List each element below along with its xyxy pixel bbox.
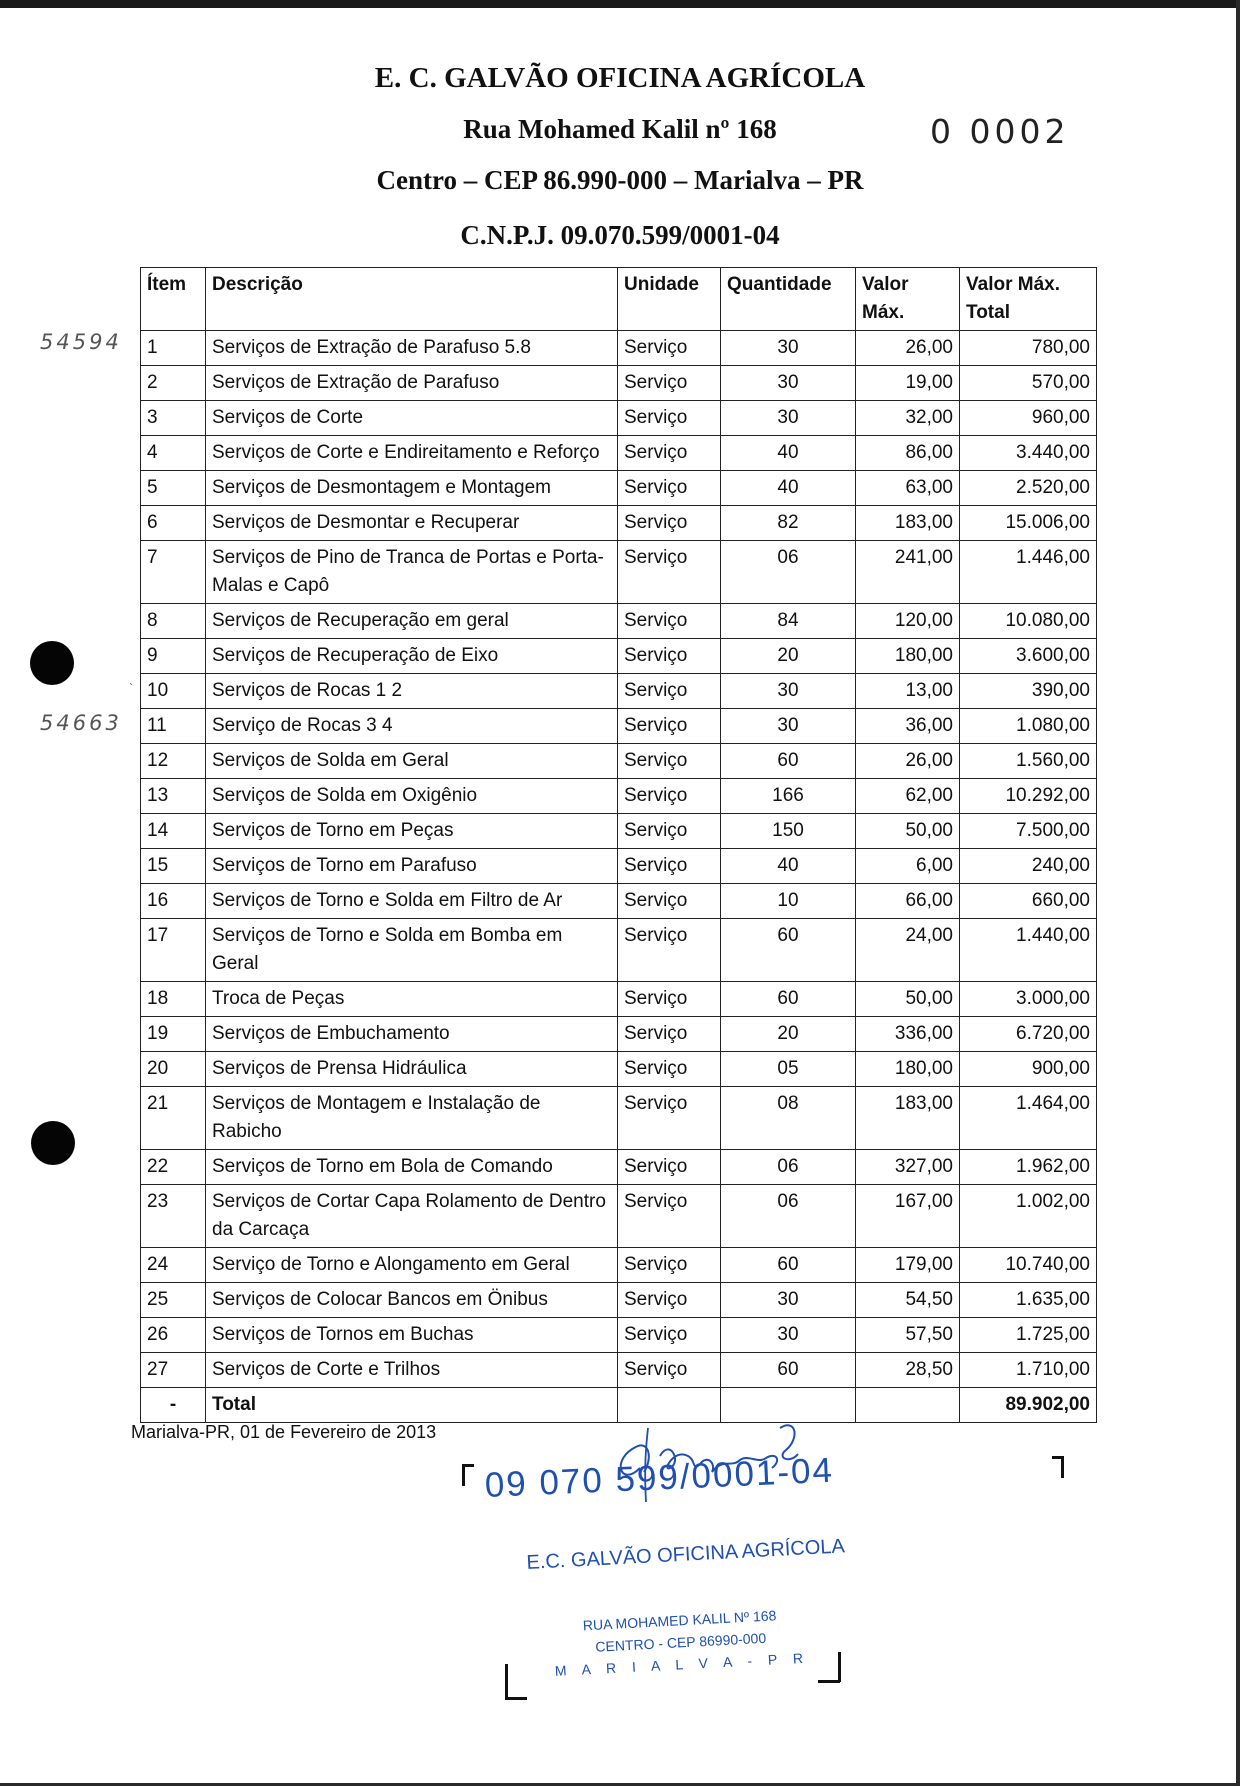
table-row xyxy=(141,884,1097,919)
table-row xyxy=(141,436,1097,471)
punch-hole xyxy=(31,1121,75,1165)
row-item-number: 17 xyxy=(141,919,206,982)
row-max-total: 15.006,00 xyxy=(960,506,1097,541)
row-description: Serviços de Torno e Solda em Bomba em Geral xyxy=(206,919,618,982)
row-description: Serviços de Corte e Trilhos xyxy=(206,1353,618,1388)
row-max-value: 57,50 xyxy=(856,1318,960,1353)
row-item-number: 13 xyxy=(141,779,206,814)
punch-hole xyxy=(30,641,74,685)
row-item-number: 4 xyxy=(141,436,206,471)
row-quantity: 166 xyxy=(721,779,856,814)
row-quantity: 60 xyxy=(721,1353,856,1388)
row-max-total: 3.000,00 xyxy=(960,982,1097,1017)
row-unit: Serviço xyxy=(618,506,721,541)
total-amount: 89.902,00 xyxy=(960,1388,1097,1423)
table-row xyxy=(141,366,1097,401)
row-quantity: 10 xyxy=(721,884,856,919)
table-row xyxy=(141,1353,1097,1388)
row-item-number: 25 xyxy=(141,1283,206,1318)
stamp-bracket-top-left-h xyxy=(462,1464,474,1467)
row-description: Serviços de Torno e Solda em Filtro de Ar xyxy=(206,884,618,919)
row-quantity: 40 xyxy=(721,436,856,471)
row-max-value: 24,00 xyxy=(856,919,960,982)
row-max-value: 26,00 xyxy=(856,331,960,366)
row-quantity: 60 xyxy=(721,744,856,779)
row-description: Serviços de Pino de Tranca de Portas e Porta-Malas e Capô xyxy=(206,541,618,604)
row-item-number: 6 xyxy=(141,506,206,541)
row-max-total: 1.446,00 xyxy=(960,541,1097,604)
row-description: Serviço de Torno e Alongamento em Geral xyxy=(206,1248,618,1283)
row-description: Serviços de Desmontar e Recuperar xyxy=(206,506,618,541)
header-max-value-line1: Valor xyxy=(862,274,909,295)
row-unit: Serviço xyxy=(618,639,721,674)
row-item-number: 1 xyxy=(141,331,206,366)
table-row xyxy=(141,604,1097,639)
row-item-number: 12 xyxy=(141,744,206,779)
table-row xyxy=(141,709,1097,744)
table-row xyxy=(141,1318,1097,1353)
row-quantity: 30 xyxy=(721,331,856,366)
row-description: Serviços de Torno em Bola de Comando xyxy=(206,1150,618,1185)
table-row xyxy=(141,639,1097,674)
row-max-total: 1.725,00 xyxy=(960,1318,1097,1353)
row-quantity: 06 xyxy=(721,1150,856,1185)
stamp-city: M A R I A L V A - P R xyxy=(554,1649,810,1679)
row-description: Serviços de Extração de Parafuso xyxy=(206,366,618,401)
row-item-number: 26 xyxy=(141,1318,206,1353)
services-table xyxy=(140,267,1097,1423)
row-quantity: 84 xyxy=(721,604,856,639)
row-description: Serviços de Tornos em Buchas xyxy=(206,1318,618,1353)
row-item-number: 24 xyxy=(141,1248,206,1283)
row-quantity: 82 xyxy=(721,506,856,541)
row-description: Serviços de Prensa Hidráulica xyxy=(206,1052,618,1087)
row-max-total: 6.720,00 xyxy=(960,1017,1097,1052)
row-quantity: 40 xyxy=(721,471,856,506)
row-max-value: 183,00 xyxy=(856,1087,960,1150)
row-description: Serviços de Torno em Parafuso xyxy=(206,849,618,884)
row-max-total: 660,00 xyxy=(960,884,1097,919)
row-unit: Serviço xyxy=(618,884,721,919)
scan-edge-top xyxy=(0,0,1240,8)
row-item-number: 14 xyxy=(141,814,206,849)
table-body xyxy=(141,331,1097,1388)
row-description: Serviços de Colocar Bancos em Önibus xyxy=(206,1283,618,1318)
row-max-total: 900,00 xyxy=(960,1052,1097,1087)
row-unit: Serviço xyxy=(618,744,721,779)
row-description: Serviços de Embuchamento xyxy=(206,1017,618,1052)
row-max-value: 183,00 xyxy=(856,506,960,541)
row-item-number: 3 xyxy=(141,401,206,436)
table-row xyxy=(141,1017,1097,1052)
row-max-value: 28,50 xyxy=(856,1353,960,1388)
header-item: Ítem xyxy=(141,268,206,331)
row-max-value: 54,50 xyxy=(856,1283,960,1318)
row-max-value: 62,00 xyxy=(856,779,960,814)
row-description: Serviços de Recuperação em geral xyxy=(206,604,618,639)
row-quantity: 60 xyxy=(721,1248,856,1283)
row-quantity: 05 xyxy=(721,1052,856,1087)
row-quantity: 30 xyxy=(721,1318,856,1353)
row-quantity: 150 xyxy=(721,814,856,849)
row-quantity: 30 xyxy=(721,709,856,744)
row-quantity: 30 xyxy=(721,366,856,401)
row-item-number: 19 xyxy=(141,1017,206,1052)
row-max-value: 180,00 xyxy=(856,1052,960,1087)
row-max-value: 6,00 xyxy=(856,849,960,884)
stamp-bracket-bottom-left-h xyxy=(505,1697,527,1700)
header-max-total-line2: Total xyxy=(966,302,1010,323)
row-item-number: 20 xyxy=(141,1052,206,1087)
row-description: Serviços de Solda em Geral xyxy=(206,744,618,779)
row-max-total: 390,00 xyxy=(960,674,1097,709)
row-max-total: 10.080,00 xyxy=(960,604,1097,639)
row-quantity: 30 xyxy=(721,1283,856,1318)
table-row xyxy=(141,471,1097,506)
stamp-company-name: E.C. GALVÃO OFICINA AGRÍCOLA xyxy=(526,1535,846,1574)
row-item-number: 11 xyxy=(141,709,206,744)
row-max-total: 570,00 xyxy=(960,366,1097,401)
company-cnpj: C.N.P.J. 09.070.599/0001-04 xyxy=(460,220,780,250)
row-max-value: 26,00 xyxy=(856,744,960,779)
total-value-empty xyxy=(856,1388,960,1423)
row-item-number: 16 xyxy=(141,884,206,919)
row-max-total: 3.440,00 xyxy=(960,436,1097,471)
row-description: Serviços de Montagem e Instalação de Rabicho xyxy=(206,1087,618,1150)
row-max-total: 1.440,00 xyxy=(960,919,1097,982)
row-max-total: 1.962,00 xyxy=(960,1150,1097,1185)
row-max-total: 3.600,00 xyxy=(960,639,1097,674)
row-description: Troca de Peças xyxy=(206,982,618,1017)
row-max-value: 50,00 xyxy=(856,982,960,1017)
company-city: Centro – CEP 86.990-000 – Marialva – PR xyxy=(376,165,864,195)
row-unit: Serviço xyxy=(618,541,721,604)
stamp-cep: CENTRO - CEP 86990-000 xyxy=(594,1629,767,1655)
row-unit: Serviço xyxy=(618,1185,721,1248)
margin-note: 54594 xyxy=(40,330,122,354)
row-quantity: 40 xyxy=(721,849,856,884)
row-unit: Serviço xyxy=(618,1248,721,1283)
row-unit: Serviço xyxy=(618,436,721,471)
stamp-bracket-top-left xyxy=(462,1464,465,1486)
table-row xyxy=(141,1052,1097,1087)
row-unit: Serviço xyxy=(618,982,721,1017)
row-description: Serviços de Solda em Oxigênio xyxy=(206,779,618,814)
row-max-value: 63,00 xyxy=(856,471,960,506)
row-description: Serviço de Rocas 3 4 xyxy=(206,709,618,744)
row-unit: Serviço xyxy=(618,1017,721,1052)
row-item-number: 9 xyxy=(141,639,206,674)
row-unit: Serviço xyxy=(618,1318,721,1353)
row-unit: Serviço xyxy=(618,604,721,639)
row-quantity: 30 xyxy=(721,674,856,709)
table-row xyxy=(141,541,1097,604)
row-quantity: 60 xyxy=(721,919,856,982)
row-unit: Serviço xyxy=(618,1052,721,1087)
company-street: Rua Mohamed Kalil nº 168 xyxy=(463,114,777,144)
row-quantity: 20 xyxy=(721,639,856,674)
total-label: Total xyxy=(206,1388,618,1423)
table-row xyxy=(141,401,1097,436)
row-item-number: 15 xyxy=(141,849,206,884)
row-quantity: 20 xyxy=(721,1017,856,1052)
row-item-number: 10 xyxy=(141,674,206,709)
stamp-bracket-bottom-right xyxy=(838,1652,841,1682)
header-max-value xyxy=(856,268,960,331)
row-unit: Serviço xyxy=(618,1283,721,1318)
table-row xyxy=(141,919,1097,982)
header-description: Descrição xyxy=(206,268,618,331)
row-max-total: 2.520,00 xyxy=(960,471,1097,506)
row-max-value: 180,00 xyxy=(856,639,960,674)
total-item: - xyxy=(141,1388,206,1423)
row-item-number: 27 xyxy=(141,1353,206,1388)
row-max-value: 120,00 xyxy=(856,604,960,639)
row-item-number: 7 xyxy=(141,541,206,604)
row-description: Serviços de Rocas 1 2 xyxy=(206,674,618,709)
stamp-bracket-bottom-right-h xyxy=(818,1680,840,1683)
header-quantity: Quantidade xyxy=(721,268,856,331)
header-max-total-line1: Valor Máx. xyxy=(966,274,1060,295)
table-row xyxy=(141,674,1097,709)
row-unit: Serviço xyxy=(618,1087,721,1150)
row-max-total: 1.560,00 xyxy=(960,744,1097,779)
row-description: Serviços de Cortar Capa Rolamento de Dentro da Carcaça xyxy=(206,1185,618,1248)
stamp-address-block xyxy=(552,1603,810,1682)
row-max-total: 7.500,00 xyxy=(960,814,1097,849)
row-max-total: 1.080,00 xyxy=(960,709,1097,744)
row-item-number: 5 xyxy=(141,471,206,506)
row-unit: Serviço xyxy=(618,1150,721,1185)
row-max-total: 1.710,00 xyxy=(960,1353,1097,1388)
row-item-number: 23 xyxy=(141,1185,206,1248)
table-header-row xyxy=(141,268,1097,331)
table-row xyxy=(141,779,1097,814)
row-description: Serviços de Recuperação de Eixo xyxy=(206,639,618,674)
row-unit: Serviço xyxy=(618,709,721,744)
row-description: Serviços de Desmontagem e Montagem xyxy=(206,471,618,506)
table-row xyxy=(141,1087,1097,1150)
row-quantity: 60 xyxy=(721,982,856,1017)
row-max-value: 167,00 xyxy=(856,1185,960,1248)
stamp-bracket-top-right xyxy=(1061,1456,1064,1478)
row-unit: Serviço xyxy=(618,849,721,884)
stamp-cnpj: 09 070 599/0001-04 xyxy=(484,1450,835,1505)
row-max-total: 1.464,00 xyxy=(960,1087,1097,1150)
row-unit: Serviço xyxy=(618,471,721,506)
row-quantity: 06 xyxy=(721,541,856,604)
row-max-total: 1.002,00 xyxy=(960,1185,1097,1248)
row-unit: Serviço xyxy=(618,814,721,849)
row-max-total: 780,00 xyxy=(960,331,1097,366)
row-description: Serviços de Extração de Parafuso 5.8 xyxy=(206,331,618,366)
page-number: 0 0002 xyxy=(930,112,1070,151)
row-unit: Serviço xyxy=(618,779,721,814)
stamp-bracket-bottom-left xyxy=(505,1664,508,1700)
row-unit: Serviço xyxy=(618,331,721,366)
row-max-total: 1.635,00 xyxy=(960,1283,1097,1318)
row-max-value: 327,00 xyxy=(856,1150,960,1185)
table-row xyxy=(141,1248,1097,1283)
row-max-value: 32,00 xyxy=(856,401,960,436)
row-unit: Serviço xyxy=(618,919,721,982)
table-row xyxy=(141,331,1097,366)
company-name: E. C. GALVÃO OFICINA AGRÍCOLA xyxy=(374,62,866,94)
row-max-value: 179,00 xyxy=(856,1248,960,1283)
table-row xyxy=(141,1283,1097,1318)
row-unit: Serviço xyxy=(618,674,721,709)
row-quantity: 08 xyxy=(721,1087,856,1150)
header-max-total xyxy=(960,268,1097,331)
stamp-bracket-top-right-h xyxy=(1052,1456,1064,1459)
row-item-number: 8 xyxy=(141,604,206,639)
table-row xyxy=(141,1150,1097,1185)
row-quantity: 30 xyxy=(721,401,856,436)
row-item-number: 2 xyxy=(141,366,206,401)
scan-edge-right xyxy=(1236,0,1240,1786)
row-description: Serviços de Torno em Peças xyxy=(206,814,618,849)
row-max-value: 50,00 xyxy=(856,814,960,849)
row-max-value: 66,00 xyxy=(856,884,960,919)
table-row xyxy=(141,1185,1097,1248)
margin-tick-mark: ` xyxy=(129,681,133,695)
row-max-value: 86,00 xyxy=(856,436,960,471)
table-row xyxy=(141,814,1097,849)
row-max-value: 241,00 xyxy=(856,541,960,604)
row-unit: Serviço xyxy=(618,366,721,401)
row-max-total: 960,00 xyxy=(960,401,1097,436)
row-max-value: 336,00 xyxy=(856,1017,960,1052)
row-item-number: 21 xyxy=(141,1087,206,1150)
table-row xyxy=(141,982,1097,1017)
table-row xyxy=(141,506,1097,541)
stamp-address: RUA MOHAMED KALIL Nº 168 xyxy=(582,1607,777,1634)
header-max-value-line2: Máx. xyxy=(862,302,905,323)
row-max-value: 19,00 xyxy=(856,366,960,401)
row-max-value: 36,00 xyxy=(856,709,960,744)
row-max-value: 13,00 xyxy=(856,674,960,709)
row-item-number: 22 xyxy=(141,1150,206,1185)
header-unit: Unidade xyxy=(618,268,721,331)
table-row xyxy=(141,849,1097,884)
row-description: Serviços de Corte e Endireitamento e Reforço xyxy=(206,436,618,471)
row-quantity: 06 xyxy=(721,1185,856,1248)
row-max-total: 240,00 xyxy=(960,849,1097,884)
row-max-total: 10.292,00 xyxy=(960,779,1097,814)
table-row xyxy=(141,744,1097,779)
row-max-total: 10.740,00 xyxy=(960,1248,1097,1283)
row-unit: Serviço xyxy=(618,1353,721,1388)
row-item-number: 18 xyxy=(141,982,206,1017)
row-unit: Serviço xyxy=(618,401,721,436)
row-description: Serviços de Corte xyxy=(206,401,618,436)
date-line: Marialva-PR, 01 de Fevereiro de 2013 xyxy=(131,1422,437,1442)
margin-note: 54663 xyxy=(40,711,122,735)
